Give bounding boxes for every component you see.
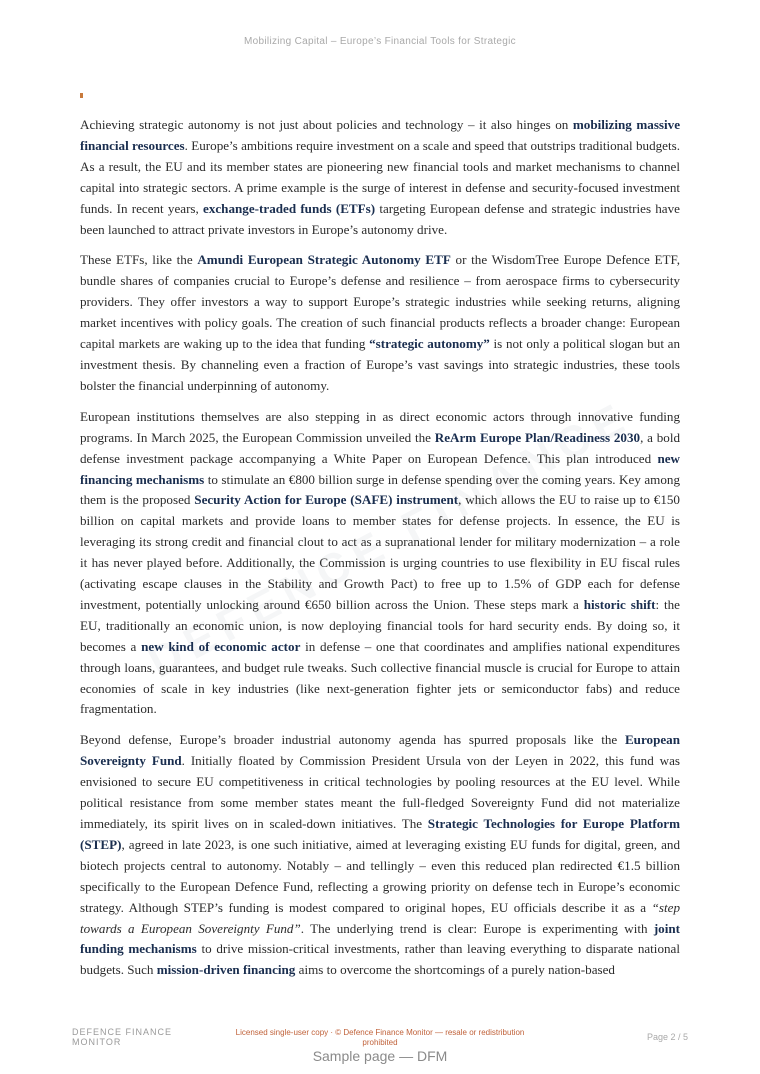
paragraph [80, 250, 680, 396]
text-run: , agreed in late 2023, is one such initiative, aimed at leveraging existing EU funds for digital, green, and biotech projects central to autonomy. Notably – and tellingly – even this reduced plan redirected €1.5 billion specifically to the European Defence Fund, reflecting a growing priority on defense tech in Europe’s economic strategy. Although STEP’s funding is modest compared to original hopes, EU officials describe it as a [80, 836, 680, 915]
text-run: : the EU, traditionally an economic union, is now deploying financial tools for hard security ends. By doing so, it becomes a [80, 596, 680, 654]
emphasis-term: ReArm Europe Plan/Readiness 2030 [434, 429, 641, 445]
text-run: in defense – one that coordinates and amplifies national expenditures through loans, guarantees, and budget rule tweaks. Such collective financial muscle is crucial for Europe to attain economies of scale in key industries (like next-generation fighter jets or semiconductor fabs) and reduce fragmentation. [80, 638, 681, 717]
footer-brand-line: MONITOR [72, 1037, 122, 1047]
quoted-phrase: “step towards a European Sovereignty Fund” [80, 899, 680, 936]
text-run: . Initially floated by Commission President Ursula von der Leyen in 2022, this fund was envisioned to secure EU competitiveness in critical technologies by pooling resources at the EU level. While political resistance from some member states meant the full-fledged Sovereignty Fund did not materialize immediately, its spirit lives on in scaled-down initiatives. The [80, 753, 680, 831]
emphasis-term: European Sovereignty Fund [80, 732, 680, 769]
emphasis-term: Strategic Technologies for Europe Platform (STEP) [80, 816, 681, 852]
emphasis-term: Amundi European Strategic Autonomy ETF [197, 252, 451, 268]
license-notice: Licensed single-user copy · © Defence Finance Monitor — resale or redistribution prohibited [235, 1028, 525, 1047]
emphasis-term: exchange-traded funds (ETFs) [203, 200, 376, 216]
emphasis-term: new financing mechanisms [80, 450, 680, 487]
footer-brand-line: DEFENCE FINANCE [72, 1027, 173, 1037]
body-text [80, 115, 680, 991]
paragraph [80, 730, 680, 981]
text-run: . The underlying trend is clear: Europe is experimenting with [300, 920, 654, 936]
text-run: Achieving strategic autonomy is not just about policies and technology – it also hinges on [80, 117, 573, 132]
accent-mark [80, 93, 83, 98]
paragraph [80, 115, 680, 240]
text-run: is not only a political slogan but an investment thesis. By channeling even a fraction of Europe’s vast savings into strategic industries, these tools bolster the financial underpinning of autonomy. [80, 336, 680, 393]
footer-brand [72, 1027, 172, 1047]
text-run: to drive mission-critical investments, rather than leaving everything to disparate national budgets. Such [80, 941, 680, 978]
text-run: targeting European defense and strategic industries have been launched to attract private investors in Europe’s autonomy drive. [80, 200, 680, 237]
text-run: Beyond defense, Europe’s broader industrial autonomy agenda has spurred proposals like the [80, 732, 625, 748]
emphasis-term: new kind of economic actor [141, 638, 301, 654]
emphasis-term: Security Action for Europe (SAFE) instrument [194, 492, 459, 508]
page-number: Page 2 / 5 [646, 1032, 688, 1042]
emphasis-term: mission-driven financing [156, 962, 296, 978]
text-run: aims to overcome the shortcomings of a purely nation-based [295, 962, 615, 978]
emphasis-term: mobilizing massive financial resources [80, 117, 681, 153]
emphasis-term: “strategic autonomy” [369, 336, 490, 352]
emphasis-term: historic shift [583, 596, 656, 612]
text-run: . Europe’s ambitions require investment on a scale and speed that outstrips traditional budgets. As a result, the EU and its member states are pioneering new financial tools and market mechanisms to channel capital into strategic sectors. A prime example is the surge of interest in defense and security-focused investment funds. In recent years, [80, 137, 680, 216]
text-run: to stimulate an €800 billion surge in defense spending over the coming years. Key among them is the proposed [80, 471, 680, 508]
text-run: or the WisdomTree Europe Defence ETF, bundle shares of companies crucial to Europe’s defense and resilience – from aerospace firms to cybersecurity providers. They offer investors a way to support Europe’s strategic industries while seeking returns, aligning market incentives with policy goals. The creation of such financial products reflects a broader change: European capital markets are waking up to the idea that funding [80, 252, 680, 352]
text-run: , which allows the EU to raise up to €150 billion on capital markets and provide loans to member states for defense projects. In essence, the EU is leveraging its strong credit and financial clout to act as a supranational lender for military modernization – a role it has never played before. Additionally, the Commission is urging countries to use flexibility in EU fiscal rules (activating escape clauses in the Stability and Growth Pact) to free up to 1.5% of GDP each for defense investment, potentially unlocking around €650 billion across the Union. These steps mark a [80, 492, 680, 612]
text-run: These ETFs, like the [80, 252, 198, 268]
running-header: Mobilizing Capital – Europe’s Financial Tools for Strategic [244, 36, 516, 47]
sample-stamp: Sample page — DFM [312, 1048, 448, 1064]
emphasis-term: joint funding mechanisms [80, 920, 680, 957]
text-run: European institutions themselves are also stepping in as direct economic actors through innovative funding programs. In March 2025, the European Commission unveiled the [80, 408, 680, 445]
text-run: , a bold defense investment package accompanying a White Paper on European Defence. This plan introduced [80, 429, 680, 466]
paragraph [80, 407, 680, 721]
